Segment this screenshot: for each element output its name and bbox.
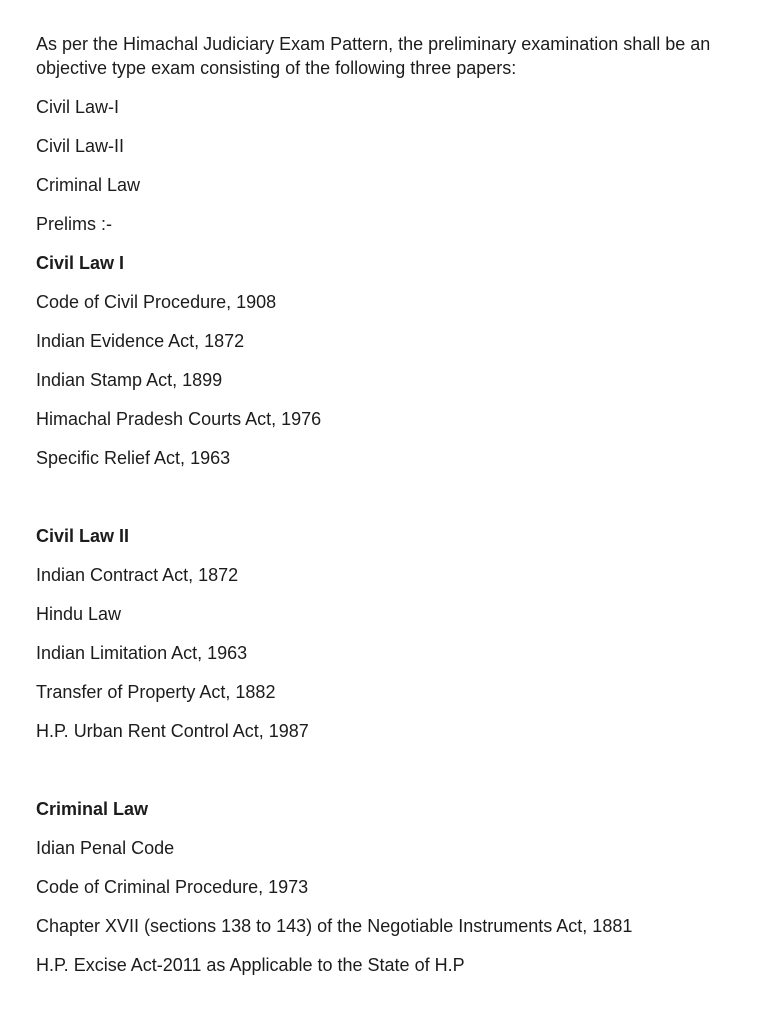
syllabus-item: Specific Relief Act, 1963 [36, 448, 231, 468]
paper-item: Civil Law-II [36, 136, 125, 156]
syllabus-item: Code of Civil Procedure, 1908 [36, 292, 277, 312]
syllabus-item: Himachal Pradesh Courts Act, 1976 [36, 409, 322, 429]
syllabus-item: Code of Criminal Procedure, 1973 [36, 877, 309, 897]
syllabus-item: Idian Penal Code [36, 838, 175, 858]
syllabus-item: H.P. Excise Act-2011 as Applicable to the State of H.P [36, 955, 465, 975]
document-body [36, 32, 736, 992]
paper-item: Civil Law-I [36, 97, 120, 117]
syllabus-item: Indian Stamp Act, 1899 [36, 370, 223, 390]
syllabus-item: Hindu Law [36, 604, 122, 624]
section-spacer [36, 758, 736, 797]
syllabus-item: Chapter XVII (sections 138 to 143) of the Negotiable Instruments Act, 1881 [36, 916, 633, 936]
syllabus-item: Indian Limitation Act, 1963 [36, 643, 248, 663]
prelims-label: Prelims :- [36, 214, 112, 234]
intro-paragraph: As per the Himachal Judiciary Exam Pattern, the preliminary examination shall be an objective type exam consisting of the following three papers: [36, 34, 711, 78]
section-heading-civil-law-1: Civil Law I [36, 253, 125, 273]
section-heading-civil-law-2: Civil Law II [36, 526, 130, 546]
syllabus-item: Transfer of Property Act, 1882 [36, 682, 276, 702]
section-spacer [36, 485, 736, 524]
syllabus-item: H.P. Urban Rent Control Act, 1987 [36, 721, 309, 741]
section-heading-criminal-law: Criminal Law [36, 799, 149, 819]
syllabus-item: Indian Contract Act, 1872 [36, 565, 239, 585]
syllabus-item: Indian Evidence Act, 1872 [36, 331, 245, 351]
paper-item: Criminal Law [36, 175, 141, 195]
